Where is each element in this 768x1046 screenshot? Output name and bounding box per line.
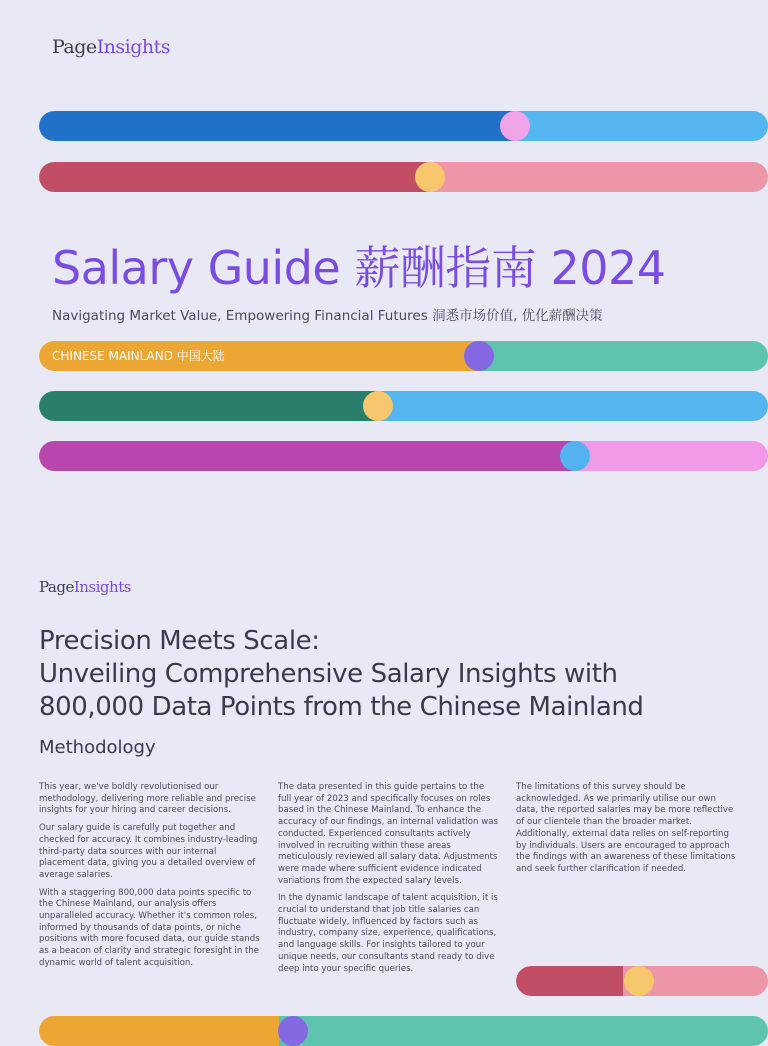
decor-bar-blue xyxy=(39,111,768,141)
decor-knob-blue xyxy=(560,441,590,471)
text-column-2 xyxy=(278,782,500,981)
brand-logo-small xyxy=(39,578,131,596)
decor-bar-magenta xyxy=(39,441,768,471)
region-label: CHINESE MAINLAND 中国大陆 xyxy=(52,349,225,363)
cover-subtitle: Navigating Market Value, Empowering Financial Futures 洞悉市场价值, 优化薪酬决策 xyxy=(52,308,603,324)
headline-line-3: 800,000 Data Points from the Chinese Mainland xyxy=(39,692,644,722)
paragraph: This year, we've boldly revolutionised our methodology, delivering more reliable and precise insights for your hiring and career decisions. xyxy=(39,782,256,816)
brand-logo-insights: Insights xyxy=(96,36,171,58)
decor-knob-yellow xyxy=(415,162,445,192)
paragraph: With a staggering 800,000 data points specific to the Chinese Mainland, our analysis offers unparalleled accuracy. Whether it's common roles, informed by thousands of data points, or niche positions with more focused data, our guide stands as a beacon of clarity and strategic foresight in the dynamic world of talent acquisition. xyxy=(39,887,260,968)
decor-bar-red xyxy=(39,162,768,192)
decor-knob-purple-bottom xyxy=(278,1016,308,1046)
text-column-1 xyxy=(39,782,261,976)
section-heading-methodology: Methodology xyxy=(39,737,156,758)
paragraph: The limitations of this survey should be acknowledged. As we primarily utilise our own data, the reported salaries may be more reflective of our clientele than the broader market. Additionally, external data relies on self-reporting by individuals. Users are encouraged to approach the findings with an awareness of these limitations and seek further clarification if needed. xyxy=(516,782,736,874)
paragraph: Our salary guide is carefully put together and checked for accuracy. It combines industry-leading third-party data sources with our internal placement data, giving you a detailed overview of average salaries. xyxy=(39,823,258,880)
decor-knob-yellow-bottom xyxy=(624,966,654,996)
paragraph: The data presented in this guide pertains to the full year of 2023 and specifically focuses on roles based in the Chinese Mainland. To enhance the accuracy of our findings, an internal validation was conducted. Experienced consultants actively involved in recruiting within these areas meticulously reviewed all salary data. Adjustments were made where sufficient evidence indicated variations from the expected salary levels. xyxy=(278,782,498,886)
cover-title: Salary Guide 薪酬指南 2024 xyxy=(52,241,666,295)
decor-bar-green xyxy=(39,391,768,421)
decor-bar-orange-bottom xyxy=(39,1016,768,1046)
region-bar xyxy=(39,341,768,371)
decor-knob-purple xyxy=(464,341,494,371)
paragraph: In the dynamic landscape of talent acquisition, it is crucial to understand that job title salaries can fluctuate widely, influenced by factors such as industry, company size, experience, qualifications, and language skills. For insights tailored to your unique needs, our consultants stand ready to dive deep into your specific queries. xyxy=(278,893,498,974)
article-headline xyxy=(39,625,644,724)
brand-logo-small-page: Page xyxy=(39,578,74,596)
brand-logo xyxy=(52,36,170,58)
headline-line-1: Precision Meets Scale: xyxy=(39,626,320,656)
brand-logo-page: Page xyxy=(52,36,97,58)
brand-logo-small-insights: Insights xyxy=(73,578,131,596)
decor-knob-pink xyxy=(500,111,530,141)
decor-knob-yellow-2 xyxy=(363,391,393,421)
headline-line-2: Unveiling Comprehensive Salary Insights with xyxy=(39,659,618,689)
text-column-3 xyxy=(516,782,738,882)
